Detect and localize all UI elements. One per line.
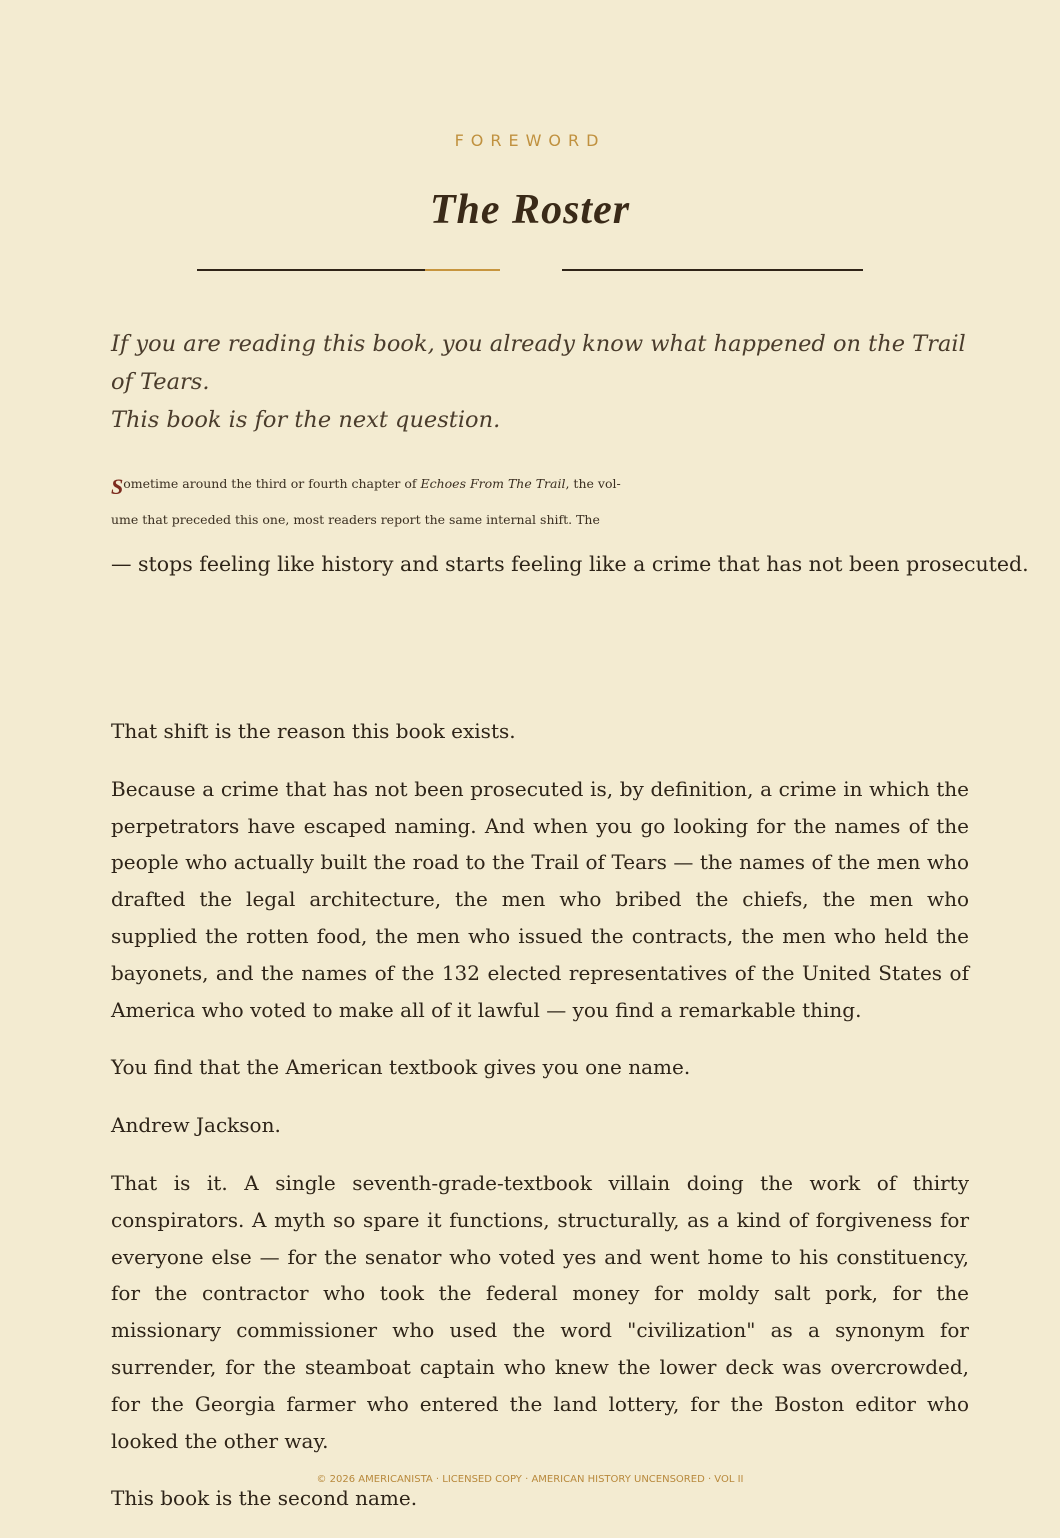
opening-continued: — stops feeling like history and starts feeling like a crime that has not been prosecuted. — [111, 552, 1029, 576]
foreword-eyebrow: FOREWORD — [454, 131, 606, 150]
paragraph: This book is the second name. — [111, 1486, 418, 1511]
epigraph-line-1: If you are reading this book, you already know what happened on the Trail of Tears. — [111, 331, 966, 395]
opening-line-1-end: , the vol- — [565, 476, 621, 491]
paragraph: Because a crime that has not been prosecuted is, by definition, a crime in which the perpetrators have escaped naming. And when you go looking for the names of the people who actually built the road to the Trail of Tears — the names of the men who drafted the legal architecture, the men who bribed the chiefs, the men who supplied the rotten food, the men who issued the contracts, the men who held the bayonets, and the names of the 132 elected representatives of the United States of America who voted to make all of it lawful — you find a remarkable thing. — [111, 776, 969, 1022]
epigraph — [111, 325, 981, 439]
paragraph: Andrew Jackson. — [111, 1113, 281, 1138]
opening-line-1-text: ometime around the third or fourth chapter of — [123, 476, 421, 491]
chapter-title: The Roster — [429, 187, 631, 233]
title-rule-right — [562, 269, 863, 271]
opening-line-1 — [111, 474, 621, 500]
paragraph: That shift is the reason this book exists. — [111, 719, 516, 743]
book-title-reference: Echoes From The Trail — [420, 476, 566, 491]
body-text — [111, 713, 969, 1538]
opening-line-2: ume that preceded this one, most readers report the same internal shift. The — [111, 512, 600, 527]
title-rule-left — [197, 269, 425, 271]
paragraph: That is it. A single seventh-grade-textbook villain doing the work of thirty conspirators. A myth so spare it functions, structurally, as a kind of forgiveness for everyone else — for the senator who voted yes and went home to his constituency, for the contractor who took the federal money for moldy salt pork, for the missionary commissioner who used the word "civilization" as a synonym for surrender, for the steamboat captain who knew the lower deck was overcrowded, for the Georgia farmer who entered the land lottery, for the Boston editor who looked the other way. — [111, 1170, 969, 1453]
paragraph: You find that the American textbook gives you one name. — [111, 1055, 691, 1080]
drop-cap: S — [111, 474, 124, 499]
title-rule-accent — [425, 269, 500, 271]
epigraph-line-2: This book is for the next question. — [111, 407, 501, 433]
copyright-footer: © 2026 AMERICANISTA · LICENSED COPY · AMERICAN HISTORY UNCENSORED · VOL II — [316, 1474, 744, 1485]
